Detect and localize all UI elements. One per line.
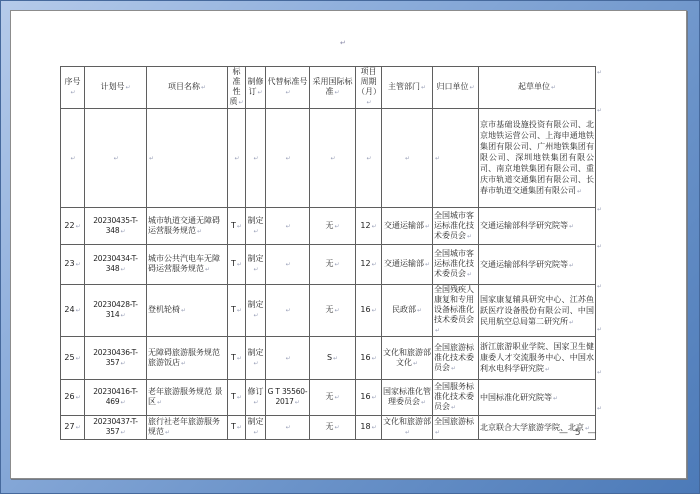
table-cell: 全国城市客运标准化技术委员会 ↵ — [433, 245, 479, 285]
table-cell: 交通运输部 ↵ — [382, 208, 433, 245]
table-cell: 京市基础设施投资有限公司、北京地铁运营公司、上海申通地铁集团有限公司、广州地铁集团有限公司、深圳地铁集团有限公司、南京地铁集团有限公司、重庆市轨道交通集团有限公司、长春市轨道交通集团有限公司 ↵ — [479, 109, 596, 208]
table-cell: G T 35560-2017 ↵ — [266, 380, 310, 416]
table-cell: 16 ↵ — [356, 337, 382, 380]
table-cell: 制定 ↵ — [246, 337, 266, 380]
table-cell: 中国标准化研究院等 ↵ — [479, 380, 596, 416]
table-cell — [356, 109, 382, 208]
table-row — [61, 285, 596, 337]
header-cell: 采用国际标准 ↵ — [310, 67, 356, 109]
table-cell: T ↵ — [228, 285, 246, 337]
table-cell: 登机轮椅 ↵ — [147, 285, 228, 337]
table-cell: T ↵ — [228, 380, 246, 416]
table-cell — [246, 109, 266, 208]
paragraph-mark: ↵ — [340, 39, 346, 47]
table-cell — [147, 109, 228, 208]
table-cell: 北京联合大学旅游学院、北京 ↵ — [479, 416, 596, 440]
table-cell: 交通运输部科学研究院等 ↵ — [479, 208, 596, 245]
table-cell: 12 ↵ — [356, 208, 382, 245]
table-cell: 文化和旅游部 ↵ — [382, 416, 433, 440]
table-cell — [266, 109, 310, 208]
table-cell: 无 ↵ — [310, 380, 356, 416]
table-row — [61, 109, 596, 208]
table-cell: 制定 ↵ — [246, 285, 266, 337]
table-row — [61, 380, 596, 416]
table-cell: T ↵ — [228, 416, 246, 440]
table-cell: 旅行社老年旅游服务规范 ↵ — [147, 416, 228, 440]
table-cell: S ↵ — [310, 337, 356, 380]
table-row — [61, 245, 596, 285]
table-cell: 国家康复辅具研究中心、江苏鱼跃医疗设备股份有限公司、中国民用航空总局第二研究所 ↵ — [479, 285, 596, 337]
table-cell: 无 ↵ — [310, 416, 356, 440]
table-cell: 老年旅游服务规范 景区 ↵ — [147, 380, 228, 416]
table-cell: 12 ↵ — [356, 245, 382, 285]
table-cell: 全国服务标准化技术委员会 ↵ — [433, 380, 479, 416]
table-cell: 全国城市客运标准化技术委员会 ↵ — [433, 208, 479, 245]
table-cell: 制定 ↵ — [246, 245, 266, 285]
table-cell: 无 ↵ — [310, 285, 356, 337]
table-cell: 26 ↵ — [61, 380, 85, 416]
table-cell: 16 ↵ — [356, 285, 382, 337]
table-cell: 无障碍旅游服务规范 旅游饭店 ↵ — [147, 337, 228, 380]
header-cell: 序号 ↵ — [61, 67, 85, 109]
table-cell: 文化和旅游部 文化 ↵ — [382, 337, 433, 380]
header-cell: 起草单位 ↵ — [479, 67, 596, 109]
table-cell — [382, 109, 433, 208]
table-cell: 25 ↵ — [61, 337, 85, 380]
table-cell — [266, 337, 310, 380]
table-cell: 交通运输部 ↵ — [382, 245, 433, 285]
table-cell: 全国旅游标准化技术委员会 ↵ — [433, 337, 479, 380]
table-cell: 22 ↵ — [61, 208, 85, 245]
table-cell: 交通运输部科学研究院等 ↵ — [479, 245, 596, 285]
table-cell: 国家标准化管理委员会 ↵ — [382, 380, 433, 416]
standards-plan-table — [60, 66, 599, 440]
table-cell: 20230436-T-357 ↵ — [85, 337, 147, 380]
table-cell: 20230428-T-314 ↵ — [85, 285, 147, 337]
table-cell: 无 ↵ — [310, 245, 356, 285]
table-cell: 修订 ↵ — [246, 380, 266, 416]
header-cell: 标准性质 ↵ — [228, 67, 246, 109]
table-cell: 民政部 ↵ — [382, 285, 433, 337]
row-end-paragraph-mark: ↵ — [597, 107, 603, 114]
table-cell: 城市公共汽电车无障碍运营服务规范 ↵ — [147, 245, 228, 285]
table-cell: 20230437-T-357 ↵ — [85, 416, 147, 440]
table-cell: 16 ↵ — [356, 380, 382, 416]
table-cell — [266, 208, 310, 245]
header-cell: 制修订 ↵ — [246, 67, 266, 109]
row-end-paragraph-mark: ↵ — [597, 206, 603, 213]
header-cell: 项目周期（月） ↵ — [356, 67, 382, 109]
table-cell: T ↵ — [228, 337, 246, 380]
table-cell — [85, 109, 147, 208]
table-body — [61, 109, 599, 440]
table-cell — [266, 285, 310, 337]
table-cell: 23 ↵ — [61, 245, 85, 285]
header-cell: 项目名称 ↵ — [147, 67, 228, 109]
document-page — [10, 10, 687, 479]
table-cell — [266, 245, 310, 285]
table-cell: 城市轨道交通无障碍运营服务规范 ↵ — [147, 208, 228, 245]
table-cell: 全国旅游标 ↵ — [433, 416, 479, 440]
table-cell: 全国残疾人康复和专用设备标准化技术委员会 ↵ — [433, 285, 479, 337]
row-end-paragraph-mark: ↵ — [597, 243, 603, 250]
table-header-row — [61, 67, 596, 109]
table-row — [61, 416, 596, 440]
table-cell: 无 ↵ — [310, 208, 356, 245]
table-cell — [228, 109, 246, 208]
row-end-paragraph-mark: ↵ — [597, 69, 603, 76]
table-cell: 20230434-T-348 ↵ — [85, 245, 147, 285]
row-end-paragraph-mark: ↵ — [597, 405, 603, 412]
row-end-paragraph-mark: ↵ — [597, 369, 603, 376]
table-cell: 18 ↵ — [356, 416, 382, 440]
table-row — [61, 208, 596, 245]
header-cell: 代替标准号 ↵ — [266, 67, 310, 109]
table-row — [61, 337, 596, 380]
table-cell — [266, 416, 310, 440]
table-cell: 20230416-T-469 ↵ — [85, 380, 147, 416]
table-cell: 浙江旅游职业学院、国家卫生健康委人才交流服务中心、中国水利水电科学研究院 ↵ — [479, 337, 596, 380]
table-cell: 24 ↵ — [61, 285, 85, 337]
row-end-paragraph-mark: ↵ — [597, 326, 603, 333]
table-cell — [310, 109, 356, 208]
header-cell: 计划号 ↵ — [85, 67, 147, 109]
table-cell: T ↵ — [228, 245, 246, 285]
table-cell: 制定 ↵ — [246, 208, 266, 245]
row-end-paragraph-mark: ↵ — [597, 283, 603, 290]
table-cell — [61, 109, 85, 208]
table-cell: 20230435-T-348 ↵ — [85, 208, 147, 245]
header-cell: 归口单位 ↵ — [433, 67, 479, 109]
table-cell: T ↵ — [228, 208, 246, 245]
table-cell — [433, 109, 479, 208]
page-number: — 5 — — [559, 428, 599, 438]
table-cell: 27 ↵ — [61, 416, 85, 440]
header-cell: 主管部门 ↵ — [382, 67, 433, 109]
table-cell: 制定 ↵ — [246, 416, 266, 440]
